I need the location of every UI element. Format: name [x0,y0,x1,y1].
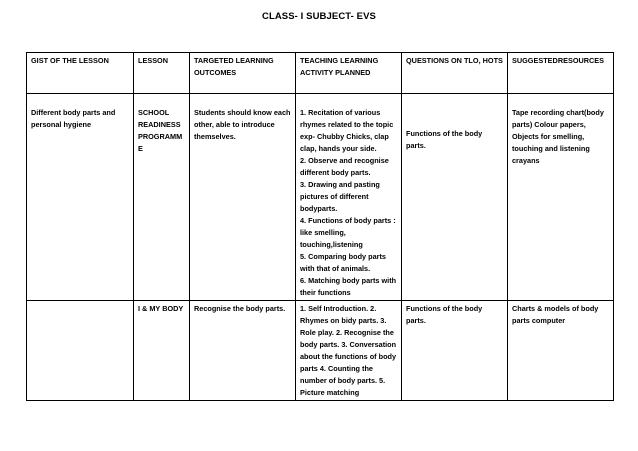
activity-item: 1. Self Introduction. 2. Rhymes on bidy parts. 3. Role play. 2. Recognise the body parts. 3. Conversation about the functions of body parts 4. Counting the number of body parts. 5. Picture matching [300,304,397,397]
table-header-row [27,53,614,94]
cell-questions: Functions of the body parts. [402,301,508,401]
activity-item: 3. Drawing and pasting pictures of different bodyparts. [300,180,380,213]
cell-lesson: I & MY BODY [134,301,190,401]
header-gist: GIST OF THE LESSON [27,53,134,94]
activity-item: 2. Observe and recognise different body parts. [300,156,389,177]
cell-lesson: SCHOOL READINESS PROGRAMME [134,94,190,301]
cell-questions: Functions of the body parts. [402,94,508,301]
cell-outcomes: Recognise the body parts. [190,301,296,401]
cell-activities [296,94,402,301]
activity-item: 4. Functions of body parts : like smelling, touching,listening [300,216,396,249]
lesson-plan-table [26,52,614,401]
cell-activities [296,301,402,401]
header-lesson: LESSON [134,53,190,94]
cell-resources: Charts & models of body parts computer [508,301,614,401]
activity-item: 5. Comparing body parts with that of animals. [300,252,386,273]
page-title: CLASS- I SUBJECT- EVS [261,11,376,22]
cell-outcomes: Students should know each other, able to introduce themselves. [190,94,296,301]
activity-item: 6. Matching body parts with their functions [300,276,397,297]
header-activity: TEACHING LEARNING ACTIVITY PLANNED [296,53,402,94]
cell-gist [27,301,134,401]
cell-resources: Tape recording chart(body parts) Colour papers, Objects for smelling, touching and listening crayans [508,94,614,301]
header-resources: SUGGESTEDRESOURCES [508,53,614,94]
header-questions: QUESTIONS ON TLO, HOTS [402,53,508,94]
header-outcomes: TARGETED LEARNING OUTCOMES [190,53,296,94]
activity-item: 1. Recitation of various rhymes related to the topic exp- Chubby Chicks, clap clap, hands your side. [300,108,394,153]
table-row [27,301,614,401]
table-row [27,94,614,301]
cell-gist: Different body parts and personal hygiene [27,94,134,301]
